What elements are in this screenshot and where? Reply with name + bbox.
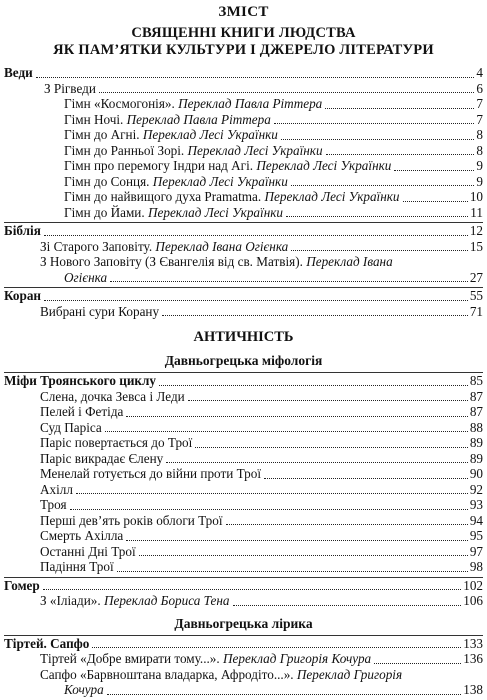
- toc-entry-title: Вибрані сури Корану: [40, 303, 160, 319]
- toc-page-number: 89: [469, 435, 483, 450]
- toc-translator: Переклад Григорія Кочура: [223, 651, 372, 666]
- toc-page-number: 136: [463, 651, 483, 666]
- toc-page-number: 12: [469, 223, 483, 238]
- toc-entry-new-testament[interactable]: [0, 254, 487, 270]
- toc-translator: Переклад Лесі Українки: [142, 127, 278, 142]
- toc-page-number: 133: [463, 635, 483, 651]
- leader-dots: [44, 300, 468, 301]
- toc-entry-title: Падіння Трої: [40, 559, 114, 574]
- toc-entry-troy-myths[interactable]: [0, 373, 487, 389]
- toc-page-number: 9: [476, 173, 483, 189]
- toc-entry-vedy[interactable]: [0, 65, 487, 81]
- toc-entry-rigveda[interactable]: [0, 81, 487, 97]
- toc-page-number: 106: [463, 593, 483, 608]
- toc-page-number: 87: [469, 404, 483, 419]
- toc-page-number: 8: [476, 127, 483, 142]
- leader-dots: [403, 201, 468, 202]
- leader-dots: [105, 431, 468, 432]
- leader-dots: [117, 571, 468, 572]
- toc-page-number: 95: [469, 528, 483, 543]
- leader-dots: [195, 447, 468, 448]
- toc-entry-sappho-poem-cont[interactable]: [0, 682, 487, 698]
- leader-dots: [281, 139, 475, 140]
- toc-entry-myth[interactable]: [0, 559, 487, 575]
- toc-entry-koran[interactable]: [0, 288, 487, 304]
- page-title: ЗМІСТ: [218, 4, 269, 20]
- toc-page-number: 71: [469, 303, 483, 319]
- leader-dots: [70, 509, 468, 510]
- toc-entry-myth[interactable]: [0, 435, 487, 451]
- toc-page-number: 88: [469, 419, 483, 435]
- toc-entry-title: Гомер: [4, 577, 40, 593]
- toc-translator: Переклад Лесі Українки: [187, 142, 323, 158]
- toc-entry-iliad[interactable]: [0, 593, 487, 609]
- toc-entry-title: Троя: [40, 497, 67, 512]
- toc-entry-bible[interactable]: [0, 223, 487, 239]
- leader-dots: [166, 462, 468, 463]
- toc-page-number: 6: [476, 80, 483, 96]
- toc-entry-title: Останні Дні Трої: [40, 543, 136, 559]
- toc-entry-hymn[interactable]: [0, 127, 487, 143]
- toc-entry-title: З «Іліади».: [40, 593, 104, 608]
- toc-entry-myth[interactable]: [0, 513, 487, 529]
- toc-page-number: 11: [470, 204, 483, 220]
- toc-entry-title: Міфи Троянського циклу: [4, 373, 157, 388]
- toc-translator: Переклад Івана Огієнка: [155, 238, 289, 254]
- toc-entry-new-testament-cont[interactable]: [0, 270, 487, 286]
- toc-translator: Переклад Івана: [306, 254, 393, 269]
- toc-entry-myth[interactable]: [0, 482, 487, 498]
- toc-entry-title: Коран: [4, 288, 42, 303]
- toc-page-number: 102: [463, 577, 483, 593]
- leader-dots: [233, 605, 462, 606]
- leader-dots: [92, 647, 461, 648]
- toc-entry-title: Гімн до Йами.: [64, 204, 148, 220]
- leader-dots: [36, 77, 475, 78]
- toc-translator: Кочура: [64, 682, 104, 697]
- toc-entry-tyrtaeus-poem[interactable]: [0, 651, 487, 667]
- toc-entry-hymn[interactable]: [0, 174, 487, 190]
- toc-page-number: 89: [469, 450, 483, 466]
- toc-entry-hymn[interactable]: [0, 96, 487, 112]
- toc-page-number: 8: [476, 142, 483, 158]
- toc-page-number: 15: [469, 238, 483, 254]
- leader-dots: [162, 315, 468, 316]
- toc-page-number: 97: [469, 543, 483, 559]
- toc-entry-hymn[interactable]: [0, 143, 487, 159]
- section-heading-greek-mythology: Давньогрецька міфологія: [164, 353, 323, 368]
- toc-page-number: 87: [469, 388, 483, 404]
- toc-translator: Переклад Лесі Українки: [256, 158, 392, 173]
- leader-dots: [44, 235, 468, 236]
- toc-page-number: 27: [469, 269, 483, 285]
- toc-entry-myth[interactable]: [0, 544, 487, 560]
- leader-dots: [188, 400, 468, 401]
- toc-entry-tyrtaeus-sappho[interactable]: [0, 636, 487, 652]
- toc-entry-title: Гімн до Сонця.: [64, 173, 153, 189]
- subtitle-line-2: ЯК ПАМ’ЯТКИ КУЛЬТУРИ І ДЖЕРЕЛО ЛІТЕРАТУРИ: [53, 42, 434, 58]
- toc-entry-hymn[interactable]: [0, 158, 487, 174]
- toc-entry-title: Смерть Ахілла: [40, 528, 124, 543]
- leader-dots: [326, 154, 475, 155]
- toc-entry-title: Суд Паріса: [40, 419, 102, 435]
- toc-page-number: 7: [476, 111, 483, 127]
- toc-page-number: 98: [469, 559, 483, 574]
- toc-entry-title: Гімн до Ранньої Зорі.: [64, 142, 188, 158]
- leader-dots: [394, 170, 474, 171]
- toc-entry-old-testament[interactable]: [0, 239, 487, 255]
- toc-entry-homer[interactable]: [0, 578, 487, 594]
- toc-translator: Огієнка: [64, 269, 108, 285]
- toc-entry-myth[interactable]: [0, 528, 487, 544]
- toc-entry-title: Тіртей «Добре вмирати тому...».: [40, 651, 223, 666]
- toc-page-number: 90: [469, 466, 483, 481]
- toc-entry-myth[interactable]: [0, 389, 487, 405]
- subtitle-line-1: СВЯЩЕННІ КНИГИ ЛЮДСТВА: [131, 25, 356, 41]
- section-heading-greek-lyric: Давньогрецька лірика: [174, 615, 313, 631]
- toc-entry-title: Ахілл: [40, 481, 73, 497]
- leader-dots: [126, 416, 467, 417]
- toc-entry-title: Перші дев’ять років облоги Трої: [40, 512, 223, 528]
- toc-translator: Переклад Лесі Українки: [264, 189, 400, 204]
- toc-page-number: 7: [476, 96, 483, 111]
- toc-entry-myth[interactable]: [0, 420, 487, 436]
- leader-dots: [291, 185, 475, 186]
- toc-entry-title: Гімн про перемогу Індри над Агі.: [64, 158, 257, 173]
- toc-page-number: 92: [469, 481, 483, 497]
- toc-page-number: 138: [463, 682, 483, 697]
- toc-entry-title: Зі Старого Заповіту.: [40, 238, 156, 254]
- toc-page-number: 9: [476, 158, 483, 173]
- toc-translator: Переклад Григорія: [296, 666, 403, 682]
- section-heading-antiquity: АНТИЧНІСТЬ: [193, 329, 294, 345]
- toc-entry-title: Слена, дочка Зевса і Леди: [40, 388, 185, 404]
- toc-page-number: 94: [469, 512, 483, 528]
- toc-translator: Переклад Лесі Українки: [147, 204, 283, 220]
- toc-page-number: 93: [469, 497, 483, 512]
- leader-dots: [325, 108, 474, 109]
- leader-dots: [374, 663, 461, 664]
- toc-entry-title: Пелей і Фетіда: [40, 404, 124, 419]
- toc-entry-title: Гімн «Космогонія».: [64, 96, 179, 111]
- leader-dots: [264, 478, 468, 479]
- toc-entry-title: З Рігведи: [44, 80, 96, 96]
- toc-entry-title: З Нового Заповіту (З Євангелія від св. Матвія).: [40, 254, 307, 269]
- leader-dots: [226, 524, 468, 525]
- toc-entry-myth[interactable]: [0, 404, 487, 420]
- toc-entry-hymn[interactable]: [0, 189, 487, 205]
- toc-entry-title: Сапфо «Барвноштана владарка, Афродіто...».: [40, 666, 297, 682]
- toc-page-number: 10: [469, 189, 483, 204]
- toc-entry-myth[interactable]: [0, 497, 487, 513]
- toc-entry-title: Гімн до Агні.: [64, 127, 143, 142]
- leader-dots: [76, 493, 468, 494]
- toc-entry-title: Біблія: [4, 223, 41, 238]
- toc-page-number: 4: [476, 65, 483, 80]
- leader-dots: [139, 555, 468, 556]
- toc-entry-sappho-poem[interactable]: [0, 667, 487, 683]
- toc-entry-title: Тіртей. Сапфо: [4, 635, 90, 651]
- toc-page-number: 55: [469, 288, 483, 303]
- leader-dots: [159, 385, 468, 386]
- leader-dots: [286, 216, 468, 217]
- toc-entry-hymn[interactable]: [0, 112, 487, 128]
- toc-entry-hymn[interactable]: [0, 205, 487, 221]
- leader-dots: [291, 250, 468, 251]
- toc-entry-myth[interactable]: [0, 466, 487, 482]
- toc-translator: Переклад Лесі Українки: [152, 173, 288, 189]
- toc-entry-suras[interactable]: [0, 304, 487, 320]
- toc-entry-title: Паріс викрадає Єлену: [40, 450, 164, 466]
- toc-entry-title: Гімн до найвищого духа Pramatma.: [64, 189, 265, 204]
- leader-dots: [107, 694, 462, 695]
- leader-dots: [43, 589, 461, 590]
- toc-entry-title: Менелай готується до війни проти Трої: [40, 466, 261, 481]
- toc-entry-title: Веди: [4, 65, 33, 80]
- toc-translator: Переклад Бориса Тена: [103, 593, 230, 608]
- toc-entry-myth[interactable]: [0, 451, 487, 467]
- toc-page-number: 85: [469, 373, 483, 388]
- leader-dots: [274, 123, 475, 124]
- leader-dots: [126, 540, 468, 541]
- toc-entry-title: Гімн Ночі.: [64, 111, 127, 127]
- leader-dots: [110, 281, 468, 282]
- toc-translator: Переклад Павла Ріттера: [178, 96, 323, 111]
- toc-entry-title: Паріс повертається до Трої: [40, 435, 193, 450]
- toc-translator: Переклад Павла Ріттера: [126, 111, 271, 127]
- leader-dots: [99, 92, 475, 93]
